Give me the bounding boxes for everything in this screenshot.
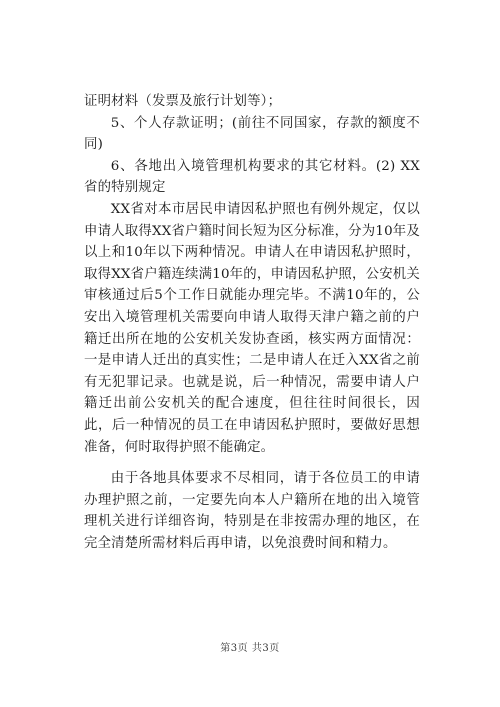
paragraph-advice: 由于各地具体要求不尽相同，请于各位员工的申请办理护照之前，一定要先向本人户籍所在地的出入境管理机关进行详细咨询，特别是在非按需办理的地区，在完全清楚所需材料后再申请，以免浪费时间和精力。	[84, 471, 420, 551]
paragraph-province-rules: XX省对本市居民申请因私护照也有例外规定，仅以申请人取得XX省户籍时间长短为区分标准，分为10年及以上和10年以下两种情况。申请人在申请因私护照时，取得XX省户籍连续满10年的，申请因私护照，公安机关审核通过后5个工作日就能办理完毕。不满10年的，公安出入境管理机关需要向申请人取得天津户籍之前的户籍迁出所在地的公安机关发协查函，核实两方面情况：一是申请人迁出的真实性；二是申请人在迁入XX省之前有无犯罪记录。也就是说，后一种情况，需要申请人户籍迁出前公安机关的配合速度，但往往时间很长，因此，后一种情况的员工在申请因私护照时，要做好思想准备，何时取得护照不能确定。	[84, 201, 420, 455]
document-body	[84, 91, 420, 554]
page-footer: 第3页 共3页	[220, 643, 280, 654]
paragraph-item-5: 5、个人存款证明；(前往不同国家，存款的额度不同)	[84, 115, 420, 153]
paragraph-item-6: 6、各地出入境管理机构要求的其它材料。(2) XX省的特别规定	[84, 158, 420, 196]
paragraph-materials-continued: 证明材料（发票及旅行计划等）；	[84, 94, 282, 109]
